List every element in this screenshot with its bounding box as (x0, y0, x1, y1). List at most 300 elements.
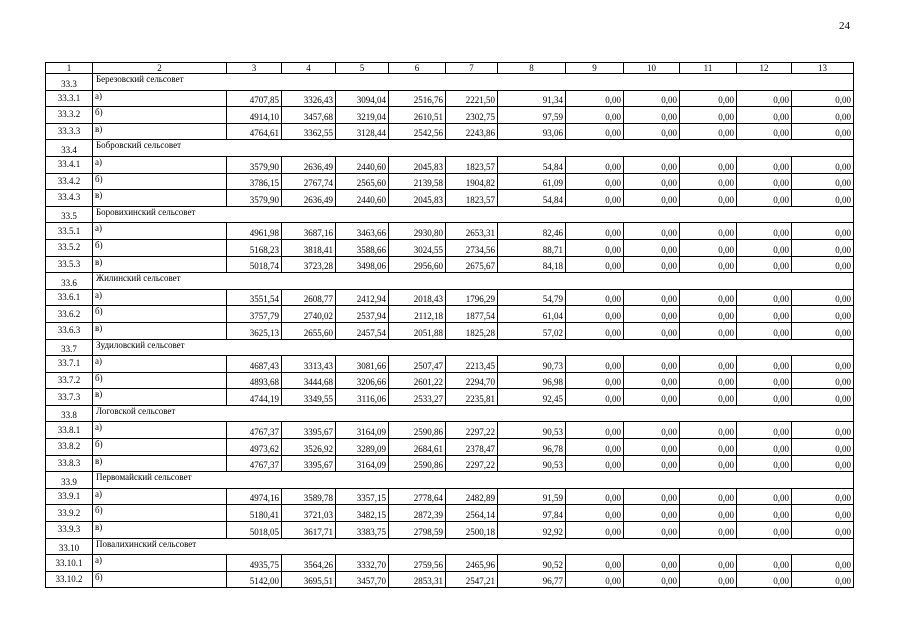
row-label: в) (93, 256, 227, 273)
cell-value: 0,00 (792, 190, 854, 207)
cell-value: 2930,80 (389, 223, 446, 240)
cell-value: 3094,04 (336, 90, 389, 107)
cell-value: 3164,09 (336, 455, 389, 472)
cell-value: 0,00 (566, 372, 624, 389)
cell-value: 0,00 (737, 571, 792, 588)
cell-value: 0,00 (737, 439, 792, 456)
row-code: 33.9.2 (46, 505, 93, 522)
cell-value: 2045,83 (389, 156, 446, 173)
cell-value: 3326,43 (282, 90, 336, 107)
cell-value: 2610,51 (389, 107, 446, 124)
cell-value: 3564,26 (282, 555, 336, 572)
row-label: в) (93, 123, 227, 140)
page-number: 24 (839, 20, 850, 32)
cell-value: 5168,23 (227, 239, 282, 256)
cell-value: 0,00 (737, 90, 792, 107)
cell-value: 3457,70 (336, 571, 389, 588)
cell-value: 4974,16 (227, 488, 282, 505)
group-name: Бобровский сельсовет (93, 140, 854, 157)
cell-value: 0,00 (737, 555, 792, 572)
cell-value: 3116,06 (336, 389, 389, 406)
cell-value: 2378,47 (446, 439, 498, 456)
cell-value: 2235,81 (446, 389, 498, 406)
cell-value: 93,06 (498, 123, 566, 140)
cell-value: 0,00 (624, 555, 680, 572)
row-code: 33.4.2 (46, 173, 93, 190)
cell-value: 0,00 (624, 107, 680, 124)
cell-value: 1823,57 (446, 156, 498, 173)
row-label: а) (93, 488, 227, 505)
cell-value: 3164,09 (336, 422, 389, 439)
cell-value: 54,84 (498, 156, 566, 173)
cell-value: 0,00 (680, 322, 737, 339)
row-label: б) (93, 306, 227, 323)
cell-value: 0,00 (792, 555, 854, 572)
cell-value: 0,00 (624, 571, 680, 588)
table-row (46, 239, 854, 256)
cell-value: 90,73 (498, 356, 566, 373)
group-code: 33.9 (46, 472, 93, 489)
cell-value: 0,00 (737, 372, 792, 389)
group-name: Зудиловский сельсовет (93, 339, 854, 356)
column-header: 1 (46, 63, 93, 74)
cell-value: 0,00 (680, 156, 737, 173)
cell-value: 3332,70 (336, 555, 389, 572)
cell-value: 4935,75 (227, 555, 282, 572)
table-row (46, 488, 854, 505)
cell-value: 0,00 (737, 488, 792, 505)
row-label: а) (93, 555, 227, 572)
cell-value: 3313,43 (282, 356, 336, 373)
cell-value: 0,00 (566, 190, 624, 207)
cell-value: 96,78 (498, 439, 566, 456)
cell-value: 0,00 (624, 372, 680, 389)
cell-value: 2018,43 (389, 289, 446, 306)
cell-value: 0,00 (624, 223, 680, 240)
group-code: 33.10 (46, 538, 93, 555)
cell-value: 2684,61 (389, 439, 446, 456)
cell-value: 2872,39 (389, 505, 446, 522)
group-row (46, 472, 854, 489)
cell-value: 0,00 (566, 389, 624, 406)
row-code: 33.5.2 (46, 239, 93, 256)
cell-value: 2537,94 (336, 306, 389, 323)
cell-value: 0,00 (566, 306, 624, 323)
cell-value: 0,00 (624, 239, 680, 256)
cell-value: 0,00 (566, 522, 624, 539)
cell-value: 2655,60 (282, 322, 336, 339)
cell-value: 2590,86 (389, 422, 446, 439)
cell-value: 0,00 (566, 422, 624, 439)
cell-value: 0,00 (680, 90, 737, 107)
table-row (46, 389, 854, 406)
cell-value: 4893,68 (227, 372, 282, 389)
cell-value: 0,00 (624, 289, 680, 306)
cell-value: 5018,05 (227, 522, 282, 539)
group-code: 33.6 (46, 273, 93, 290)
cell-value: 88,71 (498, 239, 566, 256)
cell-value: 2440,60 (336, 190, 389, 207)
cell-value: 2440,60 (336, 156, 389, 173)
cell-value: 0,00 (737, 123, 792, 140)
cell-value: 0,00 (792, 505, 854, 522)
column-header: 10 (624, 63, 680, 74)
table-row (46, 289, 854, 306)
cell-value: 0,00 (566, 505, 624, 522)
group-row (46, 140, 854, 157)
cell-value: 4961,98 (227, 223, 282, 240)
cell-value: 4973,62 (227, 439, 282, 456)
group-name: Логовской сельсовет (93, 405, 854, 422)
cell-value: 2500,18 (446, 522, 498, 539)
cell-value: 5142,00 (227, 571, 282, 588)
cell-value: 2636,49 (282, 190, 336, 207)
cell-value: 3551,54 (227, 289, 282, 306)
cell-value: 0,00 (792, 439, 854, 456)
cell-value: 0,00 (680, 239, 737, 256)
cell-value: 0,00 (792, 239, 854, 256)
cell-value: 84,18 (498, 256, 566, 273)
group-name: Боровихинский сельсовет (93, 206, 854, 223)
column-header: 11 (680, 63, 737, 74)
table-row (46, 522, 854, 539)
cell-value: 2482,89 (446, 488, 498, 505)
cell-value: 3289,09 (336, 439, 389, 456)
row-code: 33.5.3 (46, 256, 93, 273)
cell-value: 2956,60 (389, 256, 446, 273)
column-header: 9 (566, 63, 624, 74)
group-row (46, 405, 854, 422)
cell-value: 2798,59 (389, 522, 446, 539)
cell-value: 2853,31 (389, 571, 446, 588)
cell-value: 61,04 (498, 306, 566, 323)
row-label: а) (93, 422, 227, 439)
row-label: а) (93, 289, 227, 306)
row-code: 33.3.1 (46, 90, 93, 107)
cell-value: 0,00 (792, 488, 854, 505)
cell-value: 3081,66 (336, 356, 389, 373)
cell-value: 3757,79 (227, 306, 282, 323)
cell-value: 0,00 (792, 455, 854, 472)
cell-value: 96,77 (498, 571, 566, 588)
cell-value: 0,00 (624, 306, 680, 323)
cell-value: 0,00 (792, 356, 854, 373)
cell-value: 0,00 (792, 173, 854, 190)
cell-value: 0,00 (566, 455, 624, 472)
table-row (46, 372, 854, 389)
row-code: 33.6.1 (46, 289, 93, 306)
cell-value: 0,00 (680, 256, 737, 273)
cell-value: 2213,45 (446, 356, 498, 373)
table-row (46, 190, 854, 207)
cell-value: 0,00 (566, 239, 624, 256)
cell-value: 0,00 (737, 389, 792, 406)
row-label: в) (93, 190, 227, 207)
cell-value: 0,00 (624, 322, 680, 339)
cell-value: 4767,37 (227, 422, 282, 439)
column-header: 3 (227, 63, 282, 74)
cell-value: 2636,49 (282, 156, 336, 173)
cell-value: 0,00 (680, 555, 737, 572)
group-row (46, 339, 854, 356)
cell-value: 0,00 (624, 256, 680, 273)
cell-value: 2759,56 (389, 555, 446, 572)
row-label: б) (93, 239, 227, 256)
group-name: Жилинский сельсовет (93, 273, 854, 290)
cell-value: 3482,15 (336, 505, 389, 522)
cell-value: 82,46 (498, 223, 566, 240)
cell-value: 0,00 (680, 289, 737, 306)
cell-value: 3395,67 (282, 455, 336, 472)
row-label: а) (93, 223, 227, 240)
row-label: б) (93, 571, 227, 588)
cell-value: 0,00 (680, 422, 737, 439)
row-label: б) (93, 505, 227, 522)
cell-value: 0,00 (624, 190, 680, 207)
cell-value: 2051,88 (389, 322, 446, 339)
cell-value: 5018,74 (227, 256, 282, 273)
table-row (46, 322, 854, 339)
cell-value: 0,00 (680, 173, 737, 190)
column-header: 6 (389, 63, 446, 74)
group-name: Повалихинский сельсовет (93, 538, 854, 555)
row-code: 33.7.3 (46, 389, 93, 406)
table-row (46, 571, 854, 588)
cell-value: 3463,66 (336, 223, 389, 240)
cell-value: 97,84 (498, 505, 566, 522)
cell-value: 0,00 (566, 439, 624, 456)
row-code: 33.9.1 (46, 488, 93, 505)
cell-value: 0,00 (737, 306, 792, 323)
cell-value: 2601,22 (389, 372, 446, 389)
cell-value: 0,00 (792, 422, 854, 439)
cell-value: 3457,68 (282, 107, 336, 124)
cell-value: 0,00 (792, 289, 854, 306)
cell-value: 2608,77 (282, 289, 336, 306)
cell-value: 0,00 (566, 107, 624, 124)
cell-value: 0,00 (792, 156, 854, 173)
cell-value: 0,00 (792, 372, 854, 389)
group-code: 33.4 (46, 140, 93, 157)
cell-value: 2653,31 (446, 223, 498, 240)
cell-value: 0,00 (566, 571, 624, 588)
cell-value: 0,00 (737, 190, 792, 207)
cell-value: 0,00 (792, 90, 854, 107)
cell-value: 2734,56 (446, 239, 498, 256)
cell-value: 0,00 (680, 522, 737, 539)
cell-value: 3498,06 (336, 256, 389, 273)
row-label: б) (93, 372, 227, 389)
row-code: 33.5.1 (46, 223, 93, 240)
cell-value: 0,00 (737, 156, 792, 173)
row-label: в) (93, 322, 227, 339)
table-row (46, 90, 854, 107)
cell-value: 0,00 (737, 356, 792, 373)
cell-value: 0,00 (737, 455, 792, 472)
table-row (46, 223, 854, 240)
cell-value: 0,00 (792, 107, 854, 124)
row-code: 33.10.2 (46, 571, 93, 588)
column-header: 4 (282, 63, 336, 74)
group-row (46, 74, 854, 91)
cell-value: 2243,86 (446, 123, 498, 140)
table-body (46, 63, 854, 588)
group-code: 33.7 (46, 339, 93, 356)
row-label: в) (93, 522, 227, 539)
cell-value: 0,00 (624, 439, 680, 456)
cell-value: 4767,37 (227, 455, 282, 472)
group-row (46, 538, 854, 555)
cell-value: 0,00 (624, 455, 680, 472)
cell-value: 2564,14 (446, 505, 498, 522)
cell-value: 0,00 (792, 256, 854, 273)
cell-value: 2045,83 (389, 190, 446, 207)
cell-value: 1796,29 (446, 289, 498, 306)
cell-value: 0,00 (624, 522, 680, 539)
cell-value: 5180,41 (227, 505, 282, 522)
cell-value: 2297,22 (446, 422, 498, 439)
cell-value: 91,34 (498, 90, 566, 107)
cell-value: 3625,13 (227, 322, 282, 339)
row-label: в) (93, 455, 227, 472)
cell-value: 1877,54 (446, 306, 498, 323)
cell-value: 3589,78 (282, 488, 336, 505)
cell-value: 2542,56 (389, 123, 446, 140)
cell-value: 0,00 (624, 356, 680, 373)
cell-value: 2112,18 (389, 306, 446, 323)
cell-value: 0,00 (624, 488, 680, 505)
cell-value: 4764,61 (227, 123, 282, 140)
row-code: 33.3.2 (46, 107, 93, 124)
cell-value: 54,79 (498, 289, 566, 306)
cell-value: 2547,21 (446, 571, 498, 588)
cell-value: 0,00 (566, 173, 624, 190)
cell-value: 90,53 (498, 422, 566, 439)
cell-value: 0,00 (624, 173, 680, 190)
cell-value: 97,59 (498, 107, 566, 124)
cell-value: 0,00 (680, 356, 737, 373)
table-row (46, 505, 854, 522)
cell-value: 0,00 (566, 156, 624, 173)
cell-value: 0,00 (680, 439, 737, 456)
cell-value: 2533,27 (389, 389, 446, 406)
row-code: 33.10.1 (46, 555, 93, 572)
cell-value: 90,53 (498, 455, 566, 472)
cell-value: 0,00 (566, 322, 624, 339)
cell-value: 0,00 (624, 422, 680, 439)
table-row (46, 422, 854, 439)
cell-value: 3395,67 (282, 422, 336, 439)
cell-value: 2590,86 (389, 455, 446, 472)
cell-value: 54,84 (498, 190, 566, 207)
cell-value: 0,00 (680, 455, 737, 472)
cell-value: 3219,04 (336, 107, 389, 124)
group-name: Березовский сельсовет (93, 74, 854, 91)
table-row (46, 256, 854, 273)
row-code: 33.3.3 (46, 123, 93, 140)
row-code: 33.8.2 (46, 439, 93, 456)
table-row (46, 123, 854, 140)
row-label: в) (93, 389, 227, 406)
cell-value: 3024,55 (389, 239, 446, 256)
table-row (46, 306, 854, 323)
table-row (46, 439, 854, 456)
cell-value: 3362,55 (282, 123, 336, 140)
cell-value: 0,00 (680, 190, 737, 207)
row-code: 33.4.3 (46, 190, 93, 207)
cell-value: 2221,50 (446, 90, 498, 107)
cell-value: 0,00 (792, 322, 854, 339)
header-row (46, 63, 854, 74)
cell-value: 0,00 (792, 123, 854, 140)
column-header: 8 (498, 63, 566, 74)
cell-value: 0,00 (566, 256, 624, 273)
group-name: Первомайский сельсовет (93, 472, 854, 489)
cell-value: 3786,15 (227, 173, 282, 190)
cell-value: 3357,15 (336, 488, 389, 505)
cell-value: 0,00 (792, 571, 854, 588)
cell-value: 0,00 (624, 156, 680, 173)
cell-value: 0,00 (566, 289, 624, 306)
cell-value: 0,00 (566, 223, 624, 240)
cell-value: 2412,94 (336, 289, 389, 306)
column-header: 7 (446, 63, 498, 74)
cell-value: 3383,75 (336, 522, 389, 539)
cell-value: 0,00 (680, 306, 737, 323)
cell-value: 3721,03 (282, 505, 336, 522)
cell-value: 0,00 (737, 256, 792, 273)
cell-value: 4707,85 (227, 90, 282, 107)
cell-value: 0,00 (624, 123, 680, 140)
column-header: 5 (336, 63, 389, 74)
group-code: 33.3 (46, 74, 93, 91)
cell-value: 0,00 (792, 223, 854, 240)
cell-value: 4687,43 (227, 356, 282, 373)
cell-value: 3206,66 (336, 372, 389, 389)
row-label: а) (93, 156, 227, 173)
cell-value: 0,00 (624, 389, 680, 406)
cell-value: 0,00 (737, 239, 792, 256)
cell-value: 3818,41 (282, 239, 336, 256)
row-label: б) (93, 107, 227, 124)
cell-value: 2139,58 (389, 173, 446, 190)
cell-value: 0,00 (680, 488, 737, 505)
cell-value: 0,00 (737, 223, 792, 240)
column-header: 2 (93, 63, 227, 74)
cell-value: 2767,74 (282, 173, 336, 190)
cell-value: 3695,51 (282, 571, 336, 588)
cell-value: 3588,66 (336, 239, 389, 256)
row-code: 33.4.1 (46, 156, 93, 173)
cell-value: 0,00 (566, 488, 624, 505)
cell-value: 0,00 (737, 522, 792, 539)
cell-value: 2457,54 (336, 322, 389, 339)
group-code: 33.8 (46, 405, 93, 422)
cell-value: 0,00 (737, 289, 792, 306)
row-code: 33.7.2 (46, 372, 93, 389)
row-label: а) (93, 356, 227, 373)
cell-value: 0,00 (792, 522, 854, 539)
row-code: 33.7.1 (46, 356, 93, 373)
cell-value: 96,98 (498, 372, 566, 389)
cell-value: 3128,44 (336, 123, 389, 140)
group-code: 33.5 (46, 206, 93, 223)
cell-value: 3579,90 (227, 156, 282, 173)
cell-value: 2465,96 (446, 555, 498, 572)
cell-value: 2740,02 (282, 306, 336, 323)
cell-value: 0,00 (792, 389, 854, 406)
cell-value: 3687,16 (282, 223, 336, 240)
